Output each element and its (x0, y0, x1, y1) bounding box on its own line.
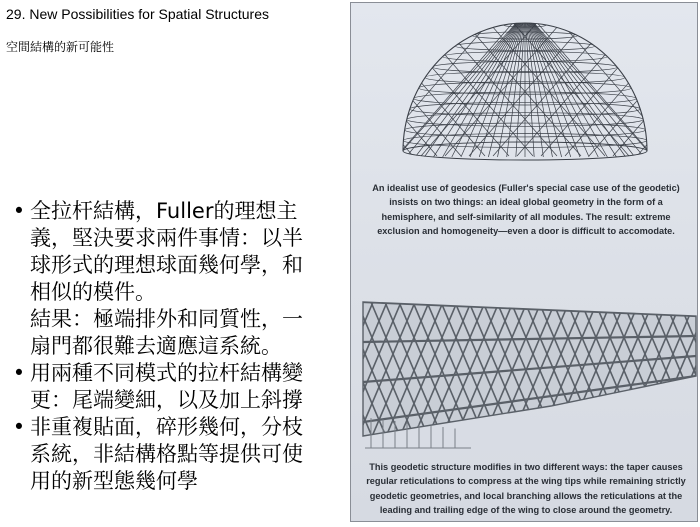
bullet-item (8, 198, 344, 306)
bullet-item (8, 414, 344, 495)
bullet-marker: • (12, 199, 26, 223)
geodetic-wing-image (351, 288, 698, 453)
bullet-marker: • (12, 415, 26, 439)
caption-bottom: This geodetic structure modifies in two different ways: the taper causes regular reticulations to compress at the wing tips while remaining strictly geodetic geometries, and local branching allows the reticulations at the leading and trailing edge of the wing to close around the geometry. (366, 462, 686, 515)
book-page-photo (350, 2, 698, 522)
bullet-list (8, 198, 344, 495)
bullet-continuation: 結果：極端排外和同質性，一 扇門都很難去適應這系統。 (30, 307, 303, 358)
bullet-text: 全拉杆結構，Fuller的理想主 義，堅決要求兩件事情：以半 球形式的理想球面幾何學，和 相似的模件。 (30, 199, 303, 304)
bullet-item (8, 360, 344, 414)
geodesic-dome-image (351, 3, 698, 178)
bullet-marker: • (12, 361, 26, 385)
caption-top: An idealist use of geodesics (Fuller's special case use of the geodetic) insists on two things: an ideal global geometry in the form of a hemisphere, and self-similarity of all modules. The result: extreme exclusion and homogeneity—even a door is difficult to accomodate. (372, 183, 680, 236)
bullet-text: 用兩種不同模式的拉杆結構變 更：尾端變細，以及加上斜撐 (30, 361, 303, 412)
slide-title: 29. New Possibilities for Spatial Structures (6, 6, 269, 22)
slide-subtitle: 空間結構的新可能性 (6, 40, 115, 54)
bullet-text: 非重複貼面，碎形幾何，分枝 系統，非結構格點等提供可使 用的新型態幾何學 (30, 415, 303, 493)
